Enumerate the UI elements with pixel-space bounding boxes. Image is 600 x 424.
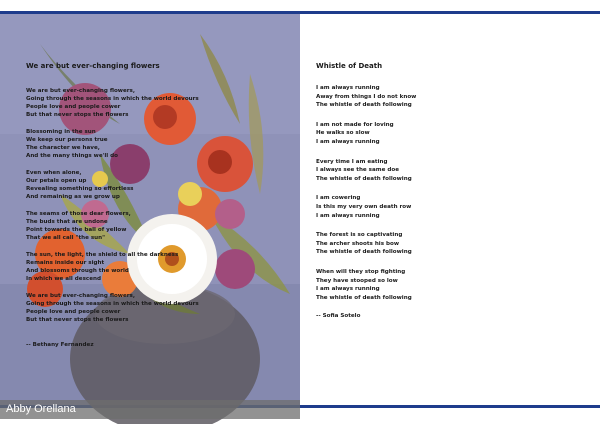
left-stanza-6 <box>26 292 281 324</box>
poem-line: We are but ever-changing flowers, <box>26 88 135 94</box>
poem-line: The whistle of death following <box>316 102 412 109</box>
left-stanza-2 <box>26 128 281 160</box>
poem-line: I always see the same doe <box>316 167 399 174</box>
right-poem-title: Whistle of Death <box>316 62 383 70</box>
left-stanza-1 <box>26 87 281 119</box>
poem-line: But that never stops the flowers <box>26 112 129 118</box>
poem-line: People love and people cower <box>26 104 121 110</box>
artist-name: Abby Orellana <box>6 403 76 415</box>
right-stanza-3 <box>316 158 586 184</box>
left-poem-author: -- Bethany Fernandez <box>26 342 94 348</box>
poem-line: And the many things we'll do <box>26 153 118 159</box>
left-poem <box>26 62 281 348</box>
poem-line: The whistle of death following <box>316 175 412 182</box>
right-poem-author: -- Sofia Sotelo <box>316 313 361 320</box>
left-stanza-4 <box>26 210 281 242</box>
poem-line: People love and people cower <box>26 309 121 315</box>
poem-line: The whistle of death following <box>316 294 412 301</box>
poem-line: We are but ever-changing flowers, <box>26 293 135 299</box>
poem-line: Even when alone, <box>26 170 82 176</box>
poem-line: And remaining as we grow up <box>26 194 120 200</box>
poem-line: The buds that are undone <box>26 219 108 225</box>
poem-line: The forest is so captivating <box>316 232 403 239</box>
poem-line: The seams of those dear flowers, <box>26 211 131 217</box>
poem-line: The whistle of death following <box>316 249 412 256</box>
left-page <box>0 14 300 415</box>
poem-line: In which we all descend <box>26 276 102 282</box>
poem-line: When will they stop fighting <box>316 268 406 275</box>
poem-line: I am always running <box>316 286 380 293</box>
poem-line: They have stooped so low <box>316 277 398 284</box>
poem-line: Every time I am eating <box>316 158 388 165</box>
left-poem-title: We are but ever-changing flowers <box>26 62 160 70</box>
poem-line: Revealing something so effortless <box>26 186 134 192</box>
poem-line: The character we have, <box>26 145 100 151</box>
poem-line: And blossoms through the world <box>26 268 129 274</box>
poem-line: Is this my very own death row <box>316 203 412 210</box>
poem-line: Going through the seasons in which the world devours <box>26 301 199 307</box>
right-stanza-6 <box>316 268 586 302</box>
right-stanza-2 <box>316 121 586 147</box>
right-stanza-4 <box>316 194 586 220</box>
poem-line: I am always running <box>316 212 380 219</box>
right-stanza-5 <box>316 231 586 257</box>
left-stanza-3 <box>26 169 281 201</box>
poem-line: That we all call "the sun" <box>26 235 106 241</box>
poem-line: Remains inside our sight <box>26 260 105 266</box>
right-stanza-1 <box>316 84 586 110</box>
poem-line: Going through the seasons in which the world devours <box>26 96 199 102</box>
poem-line: The sun, the light, the shield to all the darkness <box>26 252 179 258</box>
poem-line: Blossoming in the sun <box>26 129 96 135</box>
poem-line: The archer shoots his bow <box>316 240 400 247</box>
poem-line: We keep our persons true <box>26 137 108 143</box>
poem-line: But that never stops the flowers <box>26 317 129 323</box>
poem-line: Away from things I do not know <box>316 93 417 100</box>
poem-line: He walks so slow <box>316 130 370 137</box>
poem-line: Our petals open up <box>26 178 87 184</box>
poem-line: I am always running <box>316 138 380 145</box>
poem-line: Point towards the ball of yellow <box>26 227 127 233</box>
left-stanza-5 <box>26 251 281 283</box>
right-poem <box>316 62 586 319</box>
poem-line: I am always running <box>316 85 380 91</box>
poem-line: I am cowering <box>316 195 361 202</box>
artist-caption-bar <box>0 400 300 419</box>
poem-line: I am not made for loving <box>316 121 394 128</box>
